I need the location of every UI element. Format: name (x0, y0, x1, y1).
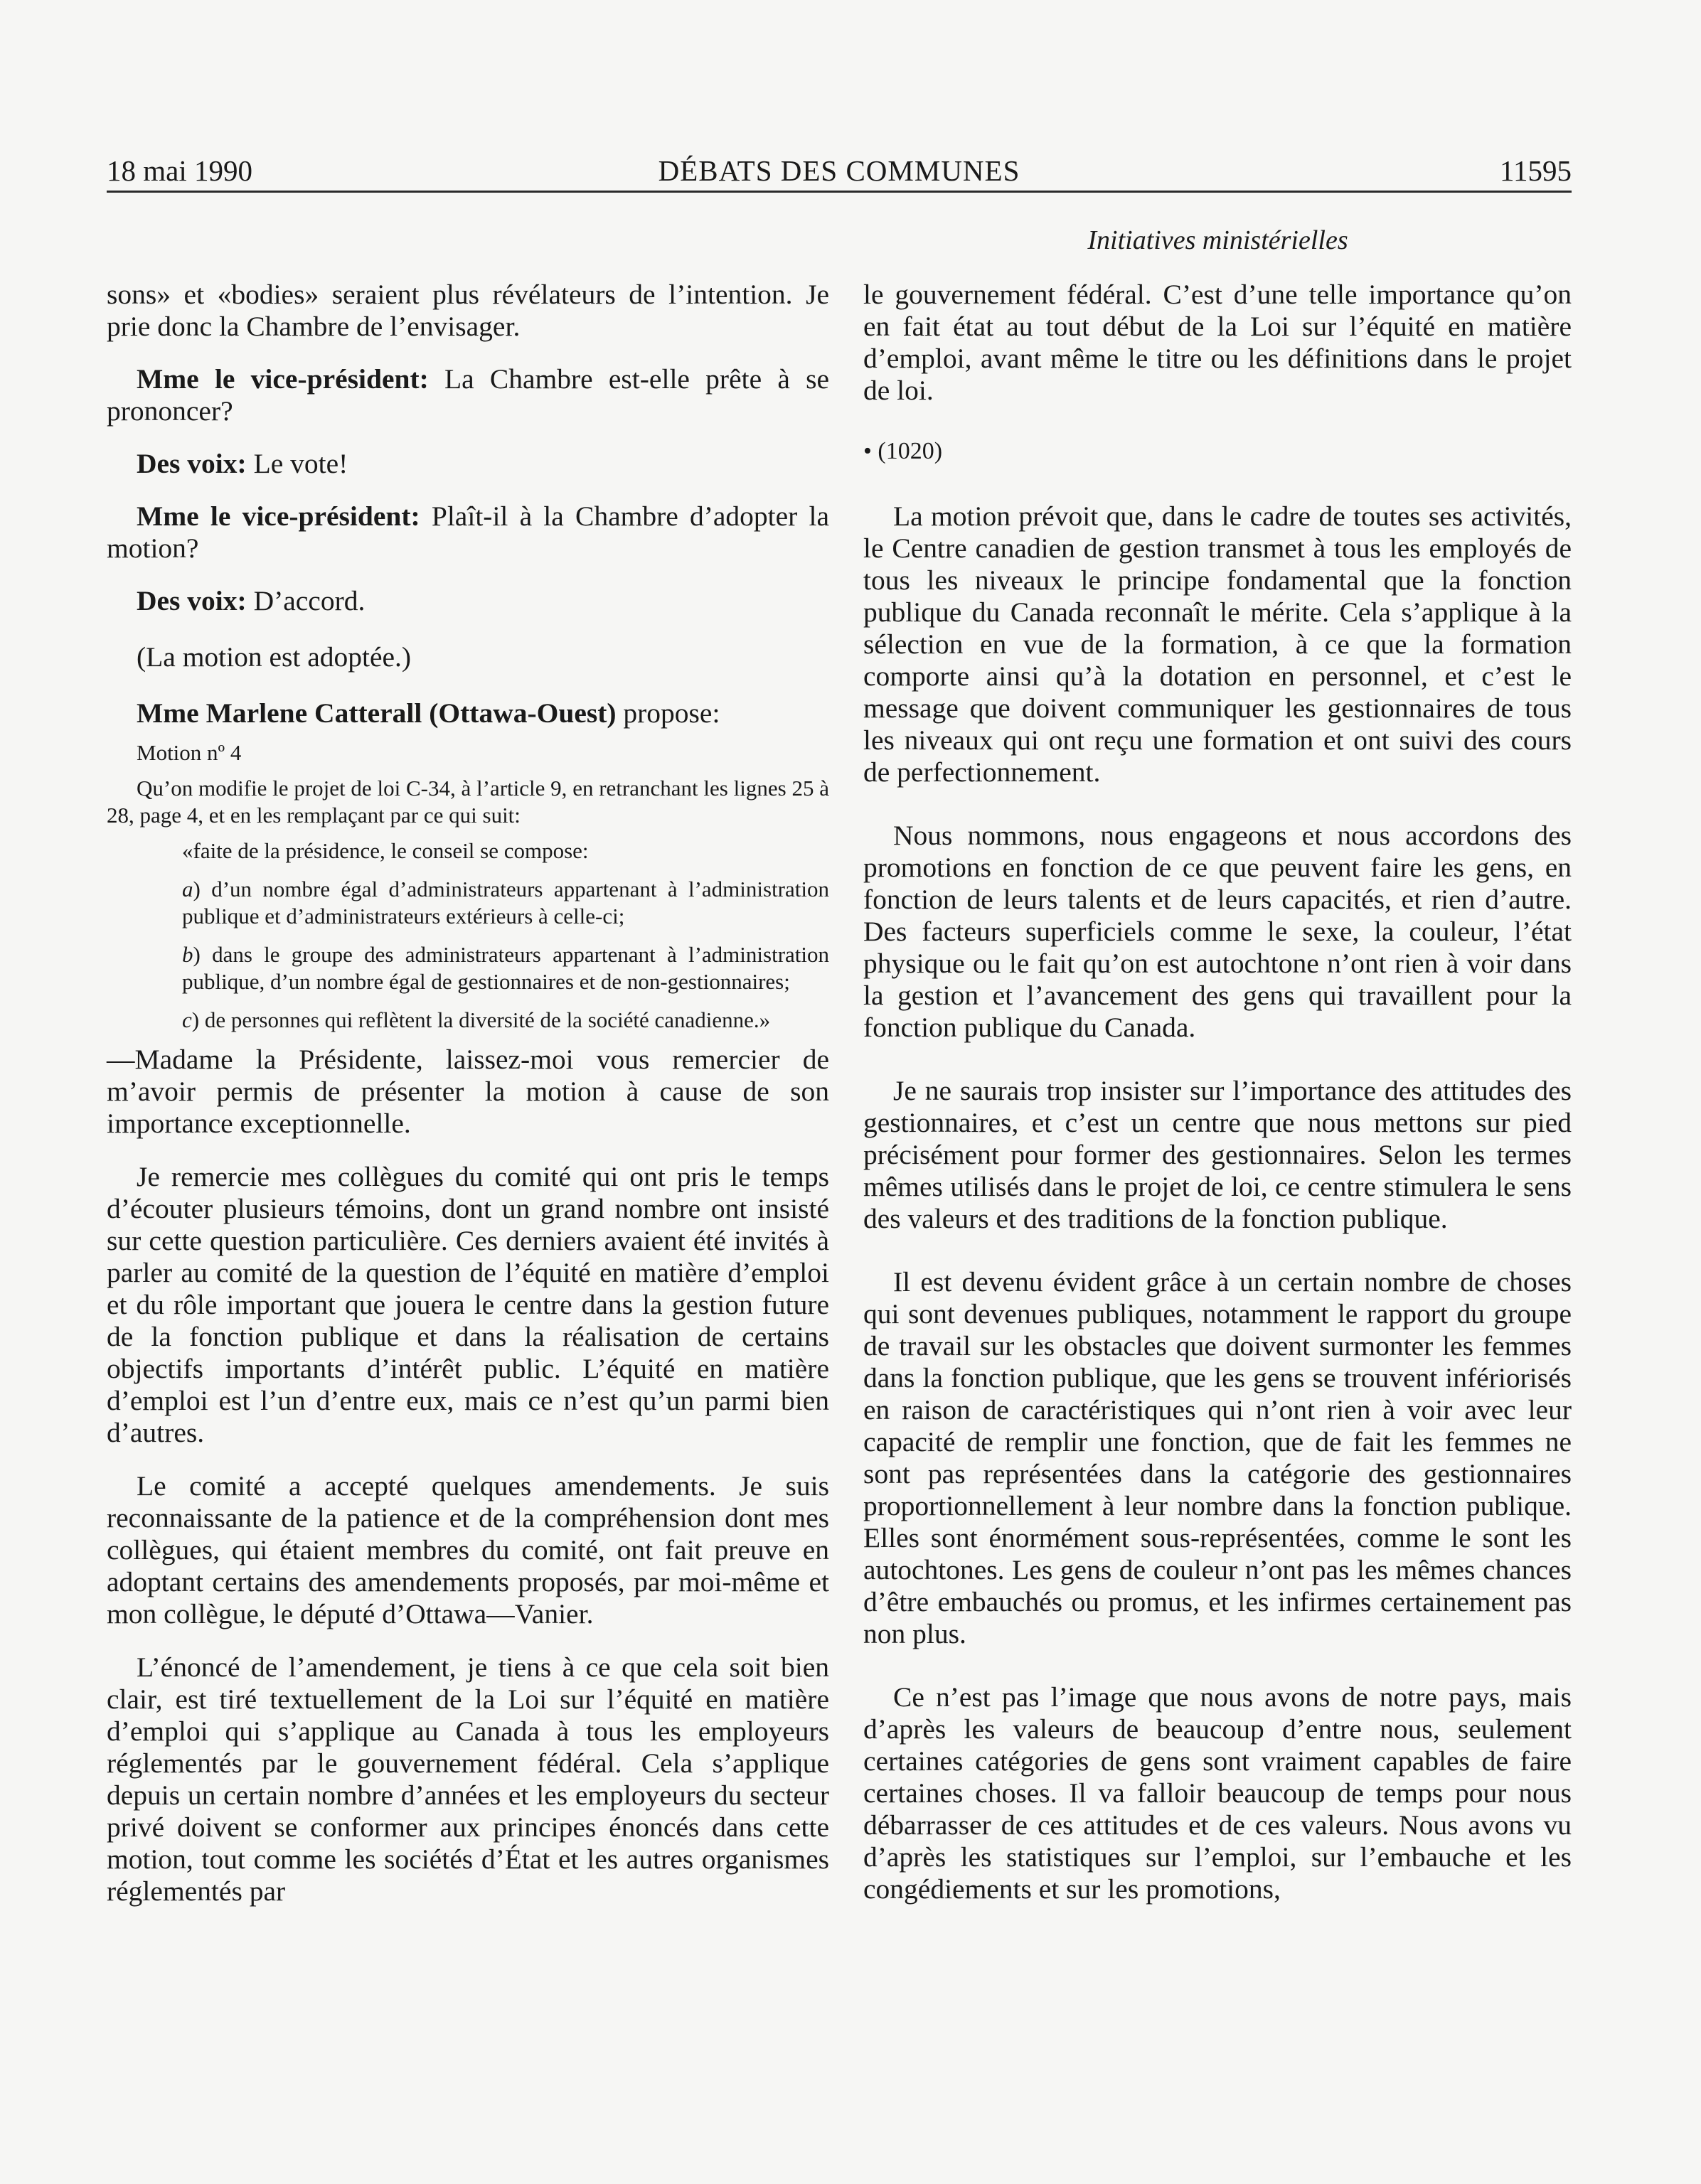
paragraph (107, 500, 829, 564)
paragraph: Le comité a accepté quelques amendements. Je suis reconnaissante de la patience et de la compréhension dont mes collègues, qui étaient membres du comité, ont fait preuve en adoptant certains des amendements proposés, par moi-même et mon collègue, le député d’Ottawa—Vanier. (107, 1470, 829, 1629)
timestamp: • (1020) (863, 438, 943, 464)
speaker-name: Mme le vice-président: (137, 500, 420, 532)
paragraph: L’énoncé de l’amendement, je tiens à ce que cela soit bien clair, est tiré textuellement de la Loi sur l’équité en matière d’emploi qui s’applique au Canada à tous les employeurs réglementés par le gouvernement fédéral. Cela s’applique depuis un certain nombre d’années et les employeurs du secteur privé doivent se conformer aux principes énoncés dans cette motion, tout comme les sociétés d’État et les autres organismes réglementés par (107, 1652, 829, 1907)
speaker-name: Des voix: (137, 585, 247, 616)
paragraph (107, 697, 829, 729)
speaker-name: Mme le vice-président: (137, 363, 429, 395)
paragraph (107, 363, 829, 427)
paragraph (107, 585, 829, 617)
section-label: Initiatives ministérielles (1087, 225, 1348, 255)
motion-quote-intro: «faite de la présidence, le conseil se compose: (182, 838, 589, 863)
paragraph: Je remercie mes collègues du comité qui ont pris le temps d’écouter plusieurs témoins, dont un grand nombre ont insisté sur cette question particulière. Ces derniers avaient été invités à parler au comité de la question de l’équité en matière d’emploi et du rôle important que jouera le centre dans la gestion future de la fonction publique et dans la réalisation de certains objectifs importants d’intérêt public. L’équité en matière d’emploi est l’un d’entre eux, mais ce n’est qu’un parmi bien d’autres. (107, 1161, 829, 1448)
header-date: 18 mai 1990 (107, 154, 252, 187)
motion-item-a: a) d’un nombre égal d’administrateurs appartenant à l’administration publique et d’administrateurs extérieurs à celle-ci; (182, 877, 829, 928)
speech-text: D’accord. (246, 585, 366, 616)
paragraph: Ce n’est pas l’image que nous avons de notre pays, mais d’après les valeurs de beaucoup d’entre nous, seulement certaines catégories de gens sont vraiment capables de faire certaines choses. Il va falloir beaucoup de temps pour nous débarrasser de ces attitudes et de ces valeurs. Nous avons vu d’après les statistiques sur l’emploi, sur l’embauche et les congédiements et sur les promotions, (863, 1681, 1572, 1905)
paragraph (107, 448, 829, 480)
motion-item-b: b) dans le groupe des administrateurs appartenant à l’administration publique, d’un nombre égal de gestionnaires et de non-gestionnaires; (182, 942, 829, 994)
paragraph: le gouvernement fédéral. C’est d’une telle importance qu’on en fait état au tout début de la Loi sur l’équité en matière d’emploi, avant même le titre ou les définitions dans le projet de loi. (863, 279, 1572, 406)
speech-text: Le vote! (246, 448, 348, 479)
speech-text: La Chambre est-elle prête à se prononcer? (107, 363, 829, 427)
motion-text: Qu’on modifie le projet de loi C-34, à l’article 9, en retranchant les lignes 25 à 28, page 4, et en les remplaçant par ce qui suit: (107, 776, 829, 828)
paragraph: Il est devenu évident grâce à un certain nombre de choses qui sont devenues publiques, notamment le rapport du groupe de travail sur les obstacles que doivent surmonter les femmes dans la fonction publique, que les gens se trouvent infériorisés en raison de caractéristiques qui n’ont rien à voir avec leur capacité de remplir une fonction, que de fait les femmes ne sont pas représentées dans la catégorie des gestionnaires proportionnellement à leur nombre dans la fonction publique. Elles sont énormément sous-représentées, comme le sont les autochtones. Les gens de couleur n’ont pas les mêmes chances d’être embauchés ou promus, et les infirmes certainement pas non plus. (863, 1266, 1572, 1649)
paragraph: —Madame la Présidente, laissez-moi vous remercier de m’avoir permis de présenter la motion à cause de son importance exceptionnelle. (107, 1044, 829, 1139)
motion-title: Motion nº 4 (137, 740, 242, 765)
paragraph: sons» et «bodies» seraient plus révélateurs de l’intention. Je prie donc la Chambre de l’envisager. (107, 279, 829, 342)
speech-text: propose: (616, 697, 720, 729)
header-title: DÉBATS DES COMMUNES (658, 154, 1020, 187)
speech-text: Plaît-il à la Chambre d’adopter la motion? (107, 500, 829, 564)
paragraph: (La motion est adoptée.) (137, 641, 412, 673)
motion-item-c: c) de personnes qui reflètent la diversité de la société canadienne.» (182, 1007, 771, 1032)
paragraph: Je ne saurais trop insister sur l’importance des attitudes des gestionnaires, et c’est un centre que nous mettons sur pied précisément pour former des gestionnaires. Selon les termes mêmes utilisés dans le projet de loi, ce centre stimulera le sens des valeurs et des traditions de la fonction publique. (863, 1075, 1572, 1234)
header-page-number: 11595 (1500, 154, 1572, 187)
speaker-name: Mme Marlene Catterall (Ottawa-Ouest) (137, 697, 617, 729)
paragraph: La motion prévoit que, dans le cadre de toutes ses activités, le Centre canadien de gestion transmet à tous les employés de tous les niveaux le principe fondamental que la fonction publique du Canada reconnaît le mérite. Cela s’applique à la sélection en vue de la formation, à ce que la formation comporte ainsi qu’à la dotation en personnel, et c’est le message que doivent communiquer les gestionnaires de tous les niveaux qui ont reçu une formation et ont suivi des cours de perfectionnement. (863, 500, 1572, 788)
speaker-name: Des voix: (137, 448, 247, 479)
page-header (107, 151, 1572, 193)
right-column (863, 279, 1572, 1905)
left-column (107, 279, 829, 1907)
paragraph: Nous nommons, nous engageons et nous accordons des promotions en fonction de ce que peuvent faire les gens, en fonction de leurs talents et de leurs capacités, et rien d’autre. Des facteurs superficiels comme le sexe, la couleur, l’état physique ou le fait qu’on est autochtone n’ont rien à voir dans la gestion et l’avancement des gens qui travaillent pour la fonction publique du Canada. (863, 820, 1572, 1043)
